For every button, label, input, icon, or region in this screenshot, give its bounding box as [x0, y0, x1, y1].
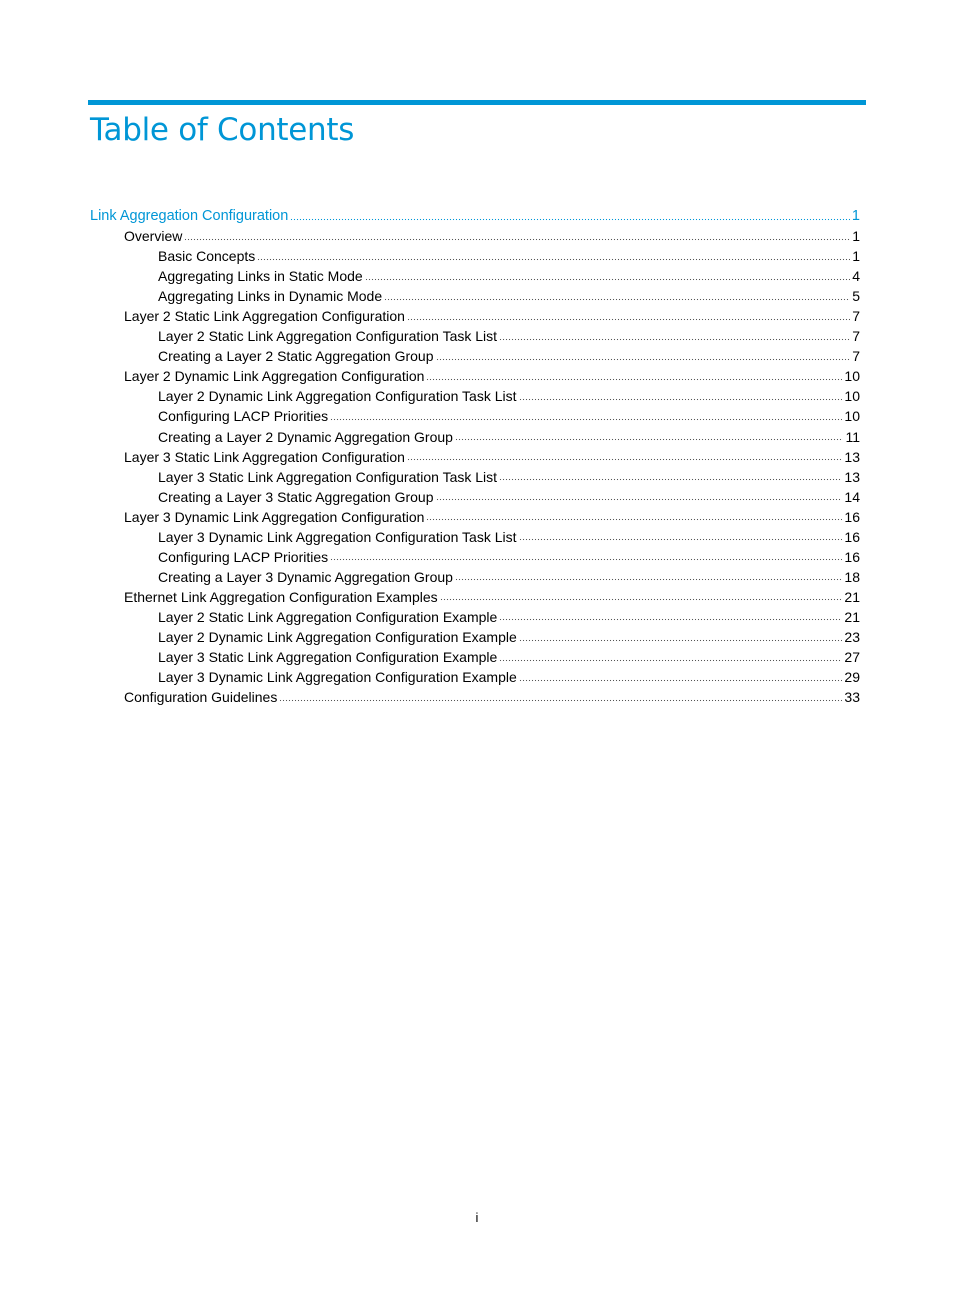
toc-entry[interactable] — [90, 366, 860, 386]
toc-entry[interactable] — [90, 507, 860, 527]
toc-entry-label[interactable]: Layer 3 Dynamic Link Aggregation Configuration Example — [158, 669, 517, 686]
toc-entry-page-number[interactable]: 16 — [844, 548, 860, 565]
toc-entry-page-number[interactable]: 23 — [844, 628, 860, 645]
toc-entry-label[interactable]: Basic Concepts — [158, 248, 256, 265]
toc-entry-page-number[interactable]: 21 — [844, 608, 860, 625]
dot-leader — [330, 418, 842, 422]
toc-entry-page-number[interactable]: 4 — [852, 268, 860, 285]
toc-entry-label[interactable]: Creating a Layer 2 Dynamic Aggregation Group — [158, 428, 453, 445]
toc-entry-page-number[interactable]: 5 — [852, 288, 860, 305]
dot-leader — [184, 238, 850, 242]
toc-entry-label[interactable]: Layer 3 Static Link Aggregation Configuration — [124, 448, 405, 465]
toc-entry[interactable] — [90, 647, 860, 667]
toc-entry-label[interactable]: Configuring LACP Priorities — [158, 408, 329, 425]
toc-entry[interactable] — [90, 246, 860, 266]
dot-leader — [455, 438, 844, 442]
title-rule — [88, 100, 866, 105]
toc-entry[interactable] — [90, 206, 860, 226]
toc-entry-page-number[interactable]: 7 — [852, 328, 860, 345]
page-number: i — [475, 1210, 479, 1225]
dot-leader — [436, 498, 843, 502]
toc-entry-page-number[interactable]: 11 — [845, 428, 860, 445]
toc-entry[interactable] — [90, 567, 860, 587]
toc-entry-page-number[interactable]: 7 — [852, 308, 860, 325]
table-of-contents — [90, 206, 860, 707]
dot-leader — [455, 578, 842, 582]
toc-entry-label[interactable]: Layer 3 Static Link Aggregation Configuration Example — [158, 649, 498, 666]
toc-entry-label[interactable]: Configuring LACP Priorities — [158, 548, 329, 565]
toc-entry-label[interactable]: Aggregating Links in Dynamic Mode — [158, 288, 383, 305]
toc-entry[interactable] — [90, 607, 860, 627]
toc-entry-page-number[interactable]: 1 — [851, 208, 860, 224]
toc-entry-page-number[interactable]: 16 — [844, 528, 860, 545]
toc-entry[interactable] — [90, 587, 860, 607]
toc-entry[interactable] — [90, 406, 860, 426]
toc-entry[interactable] — [90, 326, 860, 346]
toc-entry-page-number[interactable]: 13 — [844, 448, 860, 465]
toc-entry-label[interactable]: Creating a Layer 3 Static Aggregation Group — [158, 488, 434, 505]
dot-leader — [426, 378, 842, 382]
dot-leader — [499, 659, 842, 663]
page-title: Table of Contents — [90, 112, 355, 148]
dot-leader — [499, 478, 842, 482]
toc-entry[interactable] — [90, 386, 860, 406]
toc-entry-label[interactable]: Layer 2 Static Link Aggregation Configuration — [124, 308, 405, 325]
toc-entry-page-number[interactable]: 18 — [844, 568, 860, 585]
dot-leader — [290, 218, 850, 222]
toc-entry-label[interactable]: Link Aggregation Configuration — [90, 208, 289, 224]
toc-entry[interactable] — [90, 447, 860, 467]
toc-entry-page-number[interactable]: 29 — [844, 669, 860, 686]
toc-entry-label[interactable]: Ethernet Link Aggregation Configuration Examples — [124, 588, 438, 605]
dot-leader — [499, 338, 850, 342]
toc-entry[interactable] — [90, 286, 860, 306]
toc-entry-page-number[interactable]: 13 — [844, 468, 860, 485]
toc-entry-label[interactable]: Layer 2 Static Link Aggregation Configuration Task List — [158, 328, 498, 345]
toc-entry[interactable] — [90, 346, 860, 366]
dot-leader — [407, 318, 850, 322]
toc-entry[interactable] — [90, 226, 860, 246]
dot-leader — [330, 558, 842, 562]
toc-entry-label[interactable]: Creating a Layer 3 Dynamic Aggregation Group — [158, 568, 453, 585]
toc-entry-label[interactable]: Configuration Guidelines — [124, 689, 278, 706]
dot-leader — [384, 298, 850, 302]
dot-leader — [257, 258, 850, 262]
toc-entry[interactable] — [90, 467, 860, 487]
toc-entry-label[interactable]: Overview — [124, 228, 183, 245]
toc-entry-page-number[interactable]: 27 — [844, 649, 860, 666]
toc-entry[interactable] — [90, 306, 860, 326]
toc-entry-label[interactable]: Aggregating Links in Static Mode — [158, 268, 363, 285]
dot-leader — [519, 679, 843, 683]
dot-leader — [407, 458, 842, 462]
toc-entry-label[interactable]: Layer 2 Static Link Aggregation Configuration Example — [158, 608, 498, 625]
dot-leader — [519, 639, 843, 643]
toc-entry[interactable] — [90, 627, 860, 647]
toc-entry-label[interactable]: Layer 2 Dynamic Link Aggregation Configuration Example — [158, 628, 517, 645]
toc-entry-label[interactable]: Layer 3 Static Link Aggregation Configuration Task List — [158, 468, 498, 485]
toc-entry-page-number[interactable]: 1 — [852, 248, 860, 265]
toc-entry-label[interactable]: Layer 3 Dynamic Link Aggregation Configuration — [124, 508, 425, 525]
dot-leader — [499, 618, 842, 622]
toc-entry-page-number[interactable]: 10 — [844, 388, 860, 405]
toc-entry-page-number[interactable]: 10 — [844, 408, 860, 425]
dot-leader — [440, 598, 843, 602]
toc-entry[interactable] — [90, 547, 860, 567]
toc-entry[interactable] — [90, 427, 860, 447]
toc-entry[interactable] — [90, 527, 860, 547]
toc-entry-page-number[interactable]: 1 — [852, 228, 860, 245]
toc-entry-label[interactable]: Layer 2 Dynamic Link Aggregation Configuration Task List — [158, 388, 517, 405]
dot-leader — [519, 538, 843, 542]
toc-entry[interactable] — [90, 687, 860, 707]
toc-entry-label[interactable]: Creating a Layer 2 Static Aggregation Group — [158, 348, 434, 365]
toc-entry-page-number[interactable]: 16 — [844, 508, 860, 525]
toc-entry[interactable] — [90, 266, 860, 286]
dot-leader — [436, 358, 851, 362]
toc-entry-label[interactable]: Layer 3 Dynamic Link Aggregation Configuration Task List — [158, 528, 517, 545]
toc-entry-page-number[interactable]: 10 — [844, 368, 860, 385]
toc-entry-page-number[interactable]: 7 — [852, 348, 860, 365]
dot-leader — [279, 699, 842, 703]
dot-leader — [519, 398, 843, 402]
toc-entry-label[interactable]: Layer 2 Dynamic Link Aggregation Configuration — [124, 368, 425, 385]
toc-entry-page-number[interactable]: 14 — [844, 488, 860, 505]
toc-entry-page-number[interactable]: 33 — [844, 689, 860, 706]
toc-entry[interactable] — [90, 487, 860, 507]
toc-entry[interactable] — [90, 667, 860, 687]
toc-entry-page-number[interactable]: 21 — [844, 588, 860, 605]
dot-leader — [426, 518, 842, 522]
dot-leader — [365, 278, 851, 282]
